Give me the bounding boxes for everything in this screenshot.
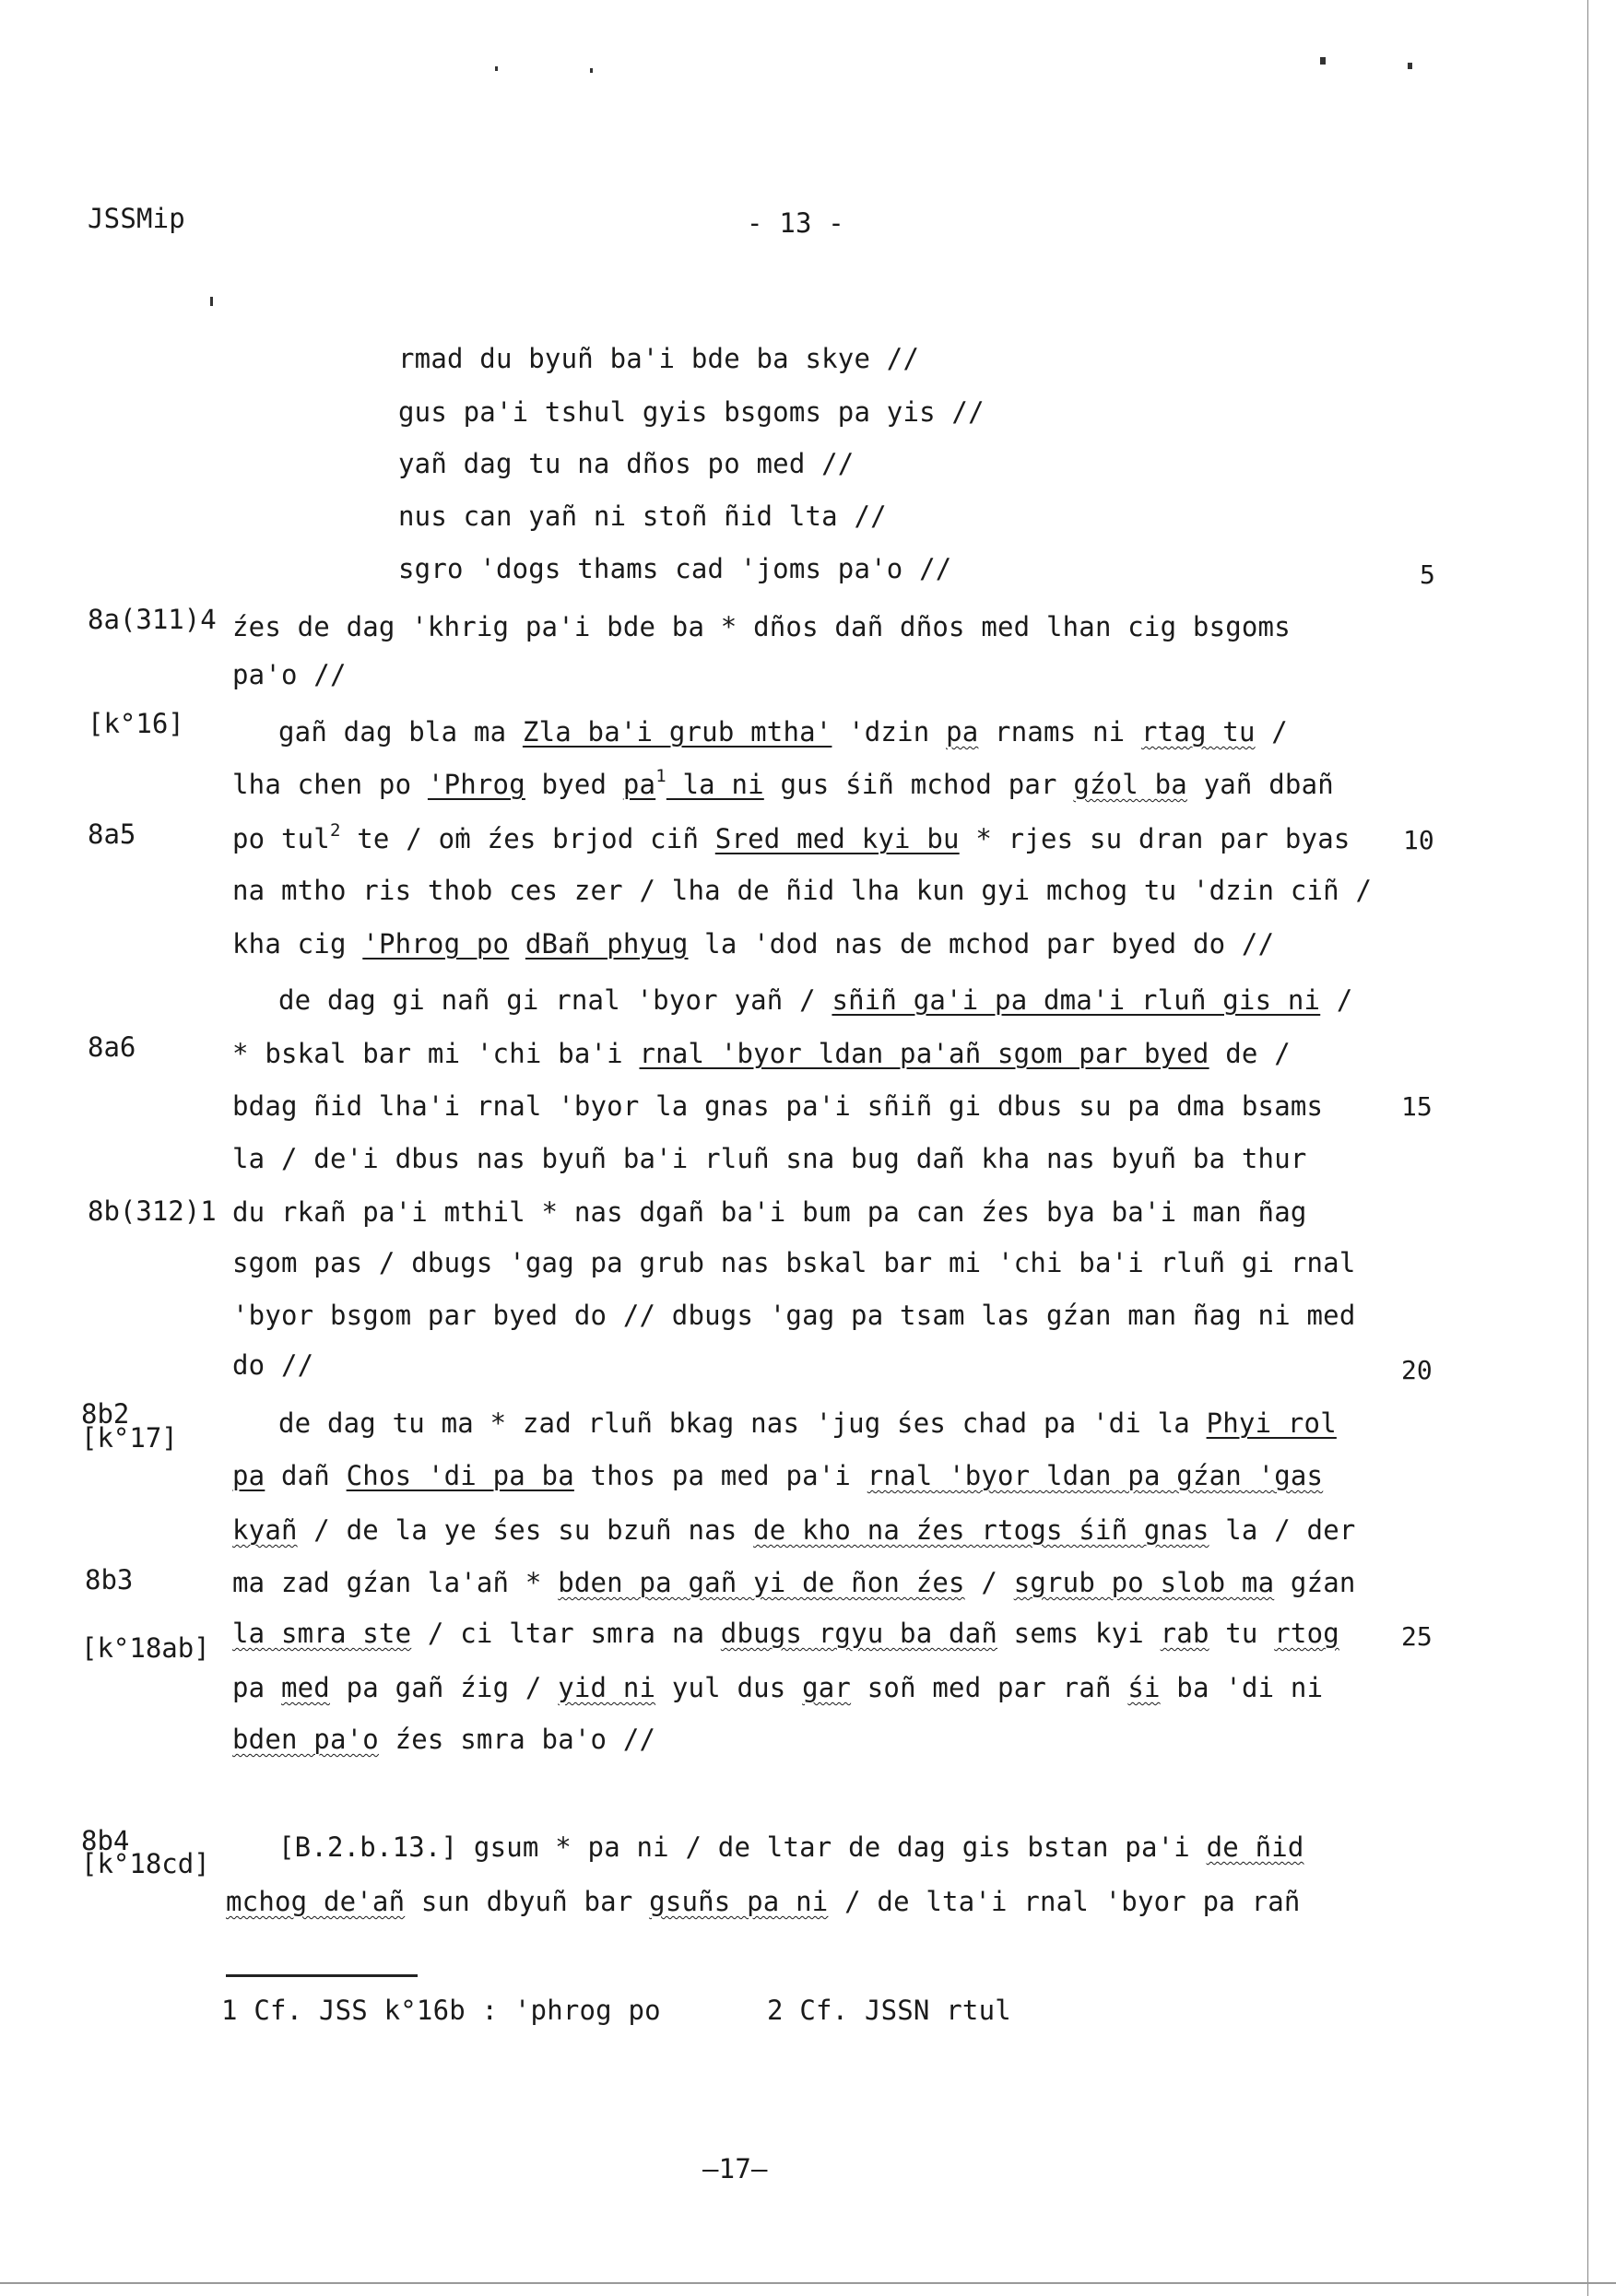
- text-line: bden pa'o źes smra ba'o //: [232, 1724, 656, 1755]
- folio-reference: [k°18cd]: [81, 1848, 210, 1879]
- text-line: do //: [232, 1349, 314, 1381]
- running-header-page-number: - 13 -: [747, 207, 844, 239]
- text-line: pa med pa gañ źig / yid ni yul dus gar soñ med par rañ śi ba 'di ni: [232, 1672, 1324, 1703]
- text-line: kha cig 'Phrog po dBañ phyug la 'dod nas de mchod par byed do //: [232, 928, 1275, 960]
- text-line: [B.2.b.13.] gsum * pa ni / de ltar de dag gis bstan pa'i de ñid: [278, 1831, 1304, 1863]
- folio-reference: 8b(312)1: [88, 1195, 217, 1227]
- text-line: ma zad gźan la'añ * bden pa gañ yi de ñon źes / sgrub po slob ma gźan: [232, 1567, 1356, 1598]
- footnote: 1 Cf. JSS k°16b : 'phrog po: [221, 1995, 661, 2026]
- footnote-rule: [226, 1974, 418, 1977]
- page-footer-number: —17—: [702, 2153, 768, 2184]
- folio-reference: [k°16]: [88, 708, 184, 739]
- text-line: bdag ñid lha'i rnal 'byor la gnas pa'i sñiñ gi dbus su pa dma bsams: [232, 1090, 1324, 1122]
- folio-reference: [k°17]: [81, 1422, 178, 1454]
- scan-speck: [495, 66, 498, 71]
- text-line: pa'o //: [232, 659, 347, 690]
- folio-reference: 8b2: [81, 1398, 130, 1430]
- text-line: la / de'i dbus nas byuñ ba'i rluñ sna bug dañ kha nas byuñ ba thur: [232, 1143, 1307, 1174]
- text-line: de dag tu ma * zad rluñ bkag nas 'jug śes chad pa 'di la Phyi rol: [278, 1407, 1337, 1439]
- folio-reference: [k°18ab]: [81, 1632, 210, 1664]
- verse-line: gus pa'i tshul gyis bsgoms pa yis //: [398, 396, 985, 428]
- line-number: 5: [1420, 559, 1435, 590]
- folio-reference: 8a(311)4: [88, 604, 217, 635]
- text-line: kyañ / de la ye śes su bzuñ nas de kho na źes rtogs śiñ gnas la / der: [232, 1514, 1356, 1546]
- scan-speck: [210, 297, 213, 306]
- text-line: 'byor bsgom par byed do // dbugs 'gag pa tsam las gźan man ñag ni med: [232, 1300, 1356, 1331]
- text-line: na mtho ris thob ces zer / lha de ñid lha kun gyi mchog tu 'dzin ciñ /: [232, 875, 1373, 906]
- text-line: de dag gi nañ gi rnal 'byor yañ / sñiñ ga'i pa dma'i rluñ gis ni /: [278, 984, 1353, 1016]
- text-line: * bskal bar mi 'chi ba'i rnal 'byor ldan pa'añ sgom par byed de /: [232, 1038, 1291, 1069]
- text-line: du rkañ pa'i mthil * nas dgañ ba'i bum pa can źes bya ba'i man ñag: [232, 1196, 1307, 1228]
- scan-bottom-edge: [0, 2282, 1616, 2284]
- text-line: mchog de'añ sun dbyuñ bar gsuñs pa ni / de lta'i rnal 'byor pa rañ: [226, 1886, 1301, 1917]
- verse-line: rmad du byuñ ba'i bde ba skye //: [398, 343, 920, 374]
- text-line: gañ dag bla ma Zla ba'i grub mtha' 'dzin pa rnams ni rtag tu /: [278, 716, 1288, 748]
- text-line: la smra ste / ci ltar smra na dbugs rgyu ba dañ sems kyi rab tu rtog: [232, 1618, 1339, 1649]
- line-number: 10: [1403, 825, 1434, 855]
- scan-edge-line: [1587, 0, 1588, 2296]
- text-line: po tul$^2$ te / oṁ źes brjod ciñ Sred med kyi bu * rjes su dran par byas: [232, 820, 1351, 854]
- folio-reference: 8b4: [81, 1825, 130, 1856]
- scan-speck: [590, 68, 593, 73]
- scan-speck: [1320, 57, 1326, 65]
- line-number: 25: [1401, 1621, 1433, 1652]
- folio-reference: 8a6: [88, 1031, 136, 1063]
- footnote: 2 Cf. JSSN rtul: [767, 1995, 1011, 2026]
- text-line: lha chen po 'Phrog byed $pa^1$ la ni gus śiñ mchod par gźol ba yañ dbañ: [232, 766, 1334, 800]
- verse-line: yañ dag tu na dños po med //: [398, 448, 855, 479]
- running-header-left: JSSMip: [88, 203, 185, 234]
- folio-reference: 8a5: [88, 818, 136, 850]
- verse-line: nus can yañ ni stoñ ñid lta //: [398, 500, 887, 532]
- text-line: pa dañ Chos 'di pa ba thos pa med pa'i rnal 'byor ldan pa gźan 'gas: [232, 1460, 1324, 1491]
- line-number: 20: [1401, 1355, 1433, 1385]
- scan-speck: [1408, 63, 1412, 69]
- line-number: 15: [1401, 1091, 1433, 1122]
- text-line: źes de dag 'khrig pa'i bde ba * dños dañ dños med lhan cig bsgoms: [232, 611, 1291, 642]
- text-line: sgom pas / dbugs 'gag pa grub nas bskal bar mi 'chi ba'i rluñ gi rnal: [232, 1247, 1356, 1278]
- verse-line: sgro 'dogs thams cad 'joms pa'o //: [398, 553, 952, 584]
- folio-reference: 8b3: [85, 1564, 134, 1595]
